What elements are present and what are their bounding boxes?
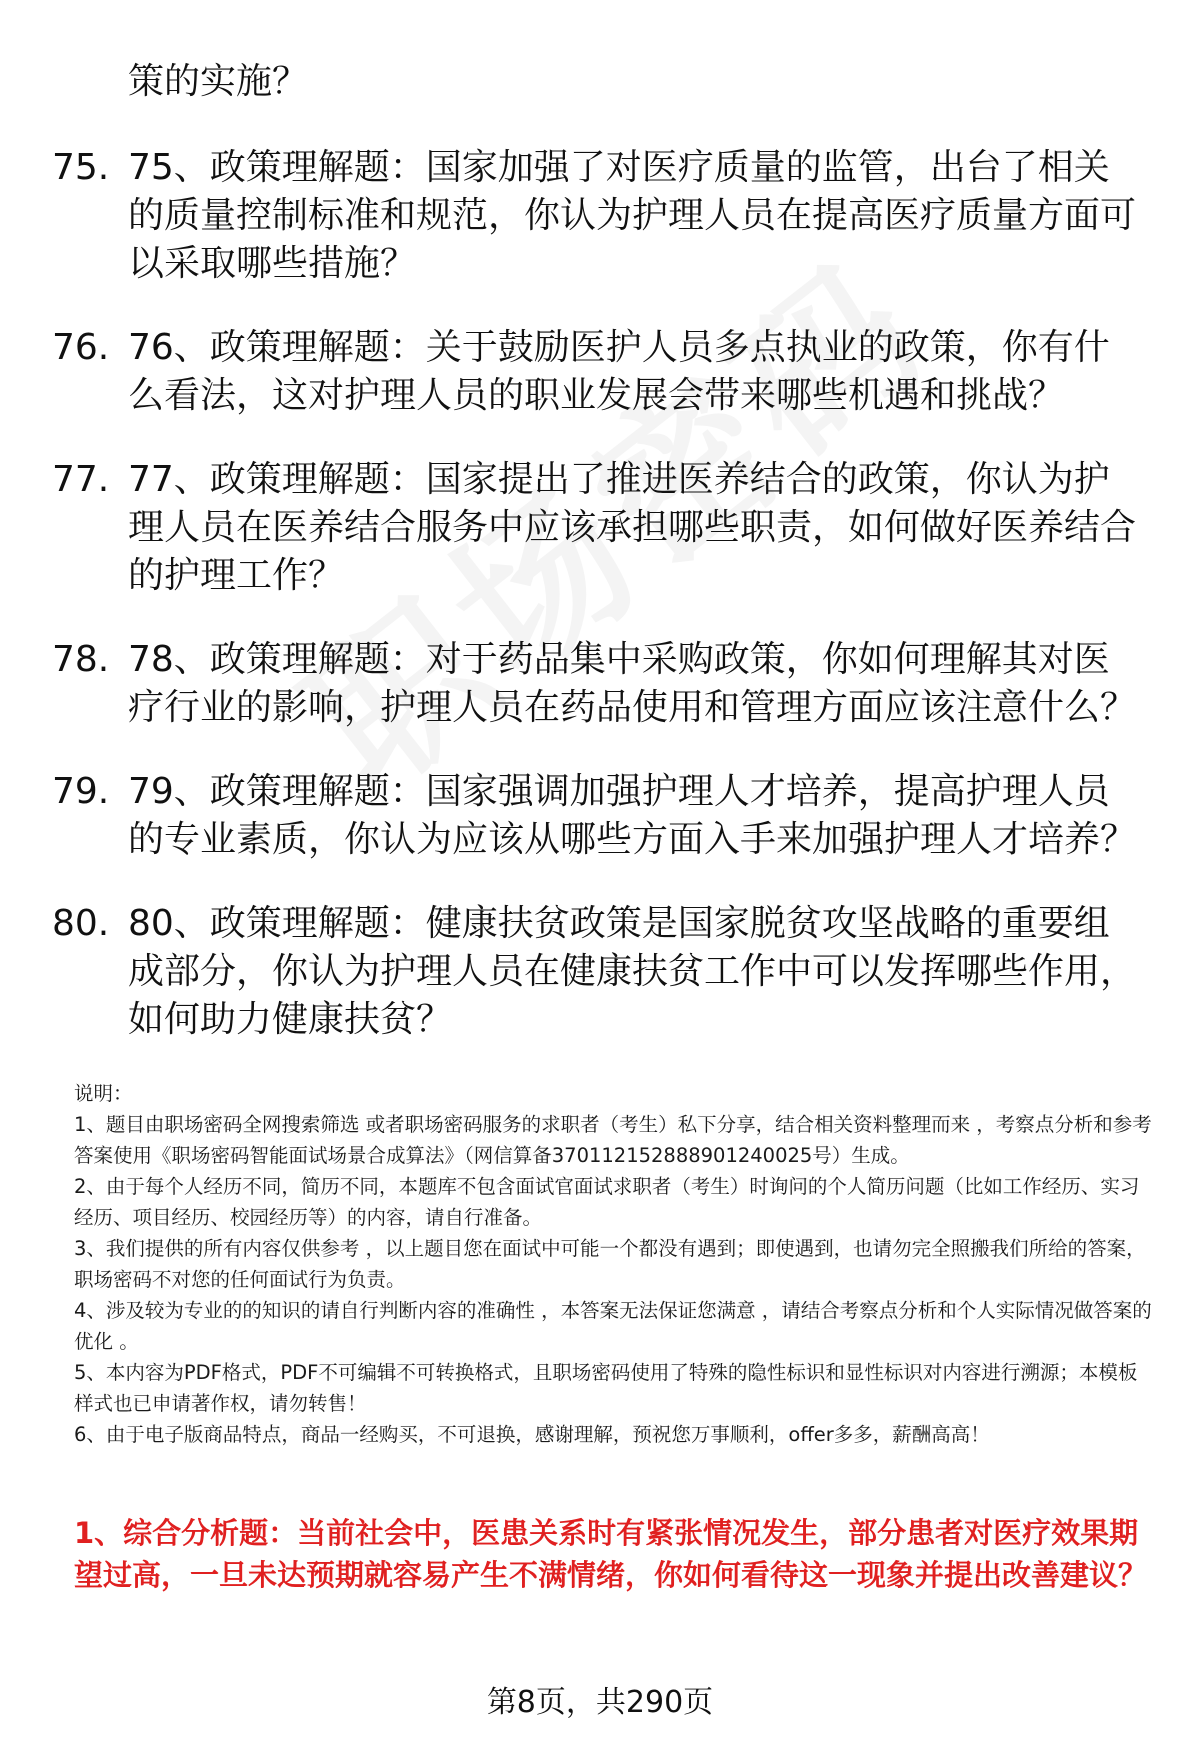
question-text: 80、政策理解题：健康扶贫政策是国家脱贫攻坚战略的重要组成部分，你认为护理人员在健康扶贫工作中可以发挥哪些作用，如何助力健康扶贫？ — [128, 903, 1137, 1040]
question-number: 80. — [52, 903, 110, 944]
question-text: 79、政策理解题：国家强调加强护理人才培养，提高护理人员的专业素质，你认为应该从哪些方面入手来加强护理人才培养？ — [128, 771, 1137, 860]
note-item: 4、涉及较为专业的的知识的请自行判断内容的准确性 ，本答案无法保证您满意 ，请结合考察点分析和个人实际情况做答案的优化 。 — [74, 1299, 1152, 1353]
question-number: 76. — [52, 327, 110, 368]
note-item: 6、由于电子版商品特点，商品一经购买，不可退换，感谢理解，预祝您万事顺利，offer多多，薪酬高高！ — [74, 1423, 990, 1446]
note-item: 3、我们提供的所有内容仅供参考 ，以上题目您在面试中可能一个都没有遇到；即使遇到，也请勿完全照搬我们所给的答案，职场密码不对您的任何面试行为负责。 — [74, 1237, 1146, 1291]
question-text: 76、政策理解题：关于鼓励医护人员多点执业的政策，你有什么看法，这对护理人员的职业发展会带来哪些机遇和挑战？ — [128, 327, 1110, 416]
continuation-text: 策的实施？ — [128, 61, 309, 102]
question-number: 78. — [52, 639, 110, 680]
question-item — [52, 144, 1142, 288]
highlight-question: 1、综合分析题：当前社会中，医患关系时有紧张情况发生，部分患者对医疗效果期望过高，一旦未达预期就容易产生不满情绪，你如何看待这一现象并提出改善建议？ — [74, 1516, 1148, 1592]
note-item: 1、题目由职场密码全网搜索筛选 或者职场密码服务的求职者（考生）私下分享，结合相关资料整理而来 ，考察点分析和参考答案使用《职场密码智能面试场景合成算法》（网信算备370112152888901240025号）生成。 — [74, 1113, 1152, 1167]
question-item — [52, 900, 1142, 1044]
question-number: 75. — [52, 147, 110, 188]
question-text: 77、政策理解题：国家提出了推进医养结合的政策，你认为护理人员在医养结合服务中应该承担哪些职责，如何做好医养结合的护理工作？ — [128, 459, 1137, 596]
question-list — [52, 144, 1142, 1080]
question-item — [52, 456, 1142, 600]
question-item — [52, 768, 1142, 864]
notes-section — [74, 1078, 1154, 1450]
question-text: 75、政策理解题：国家加强了对医疗质量的监管，出台了相关的质量控制标准和规范，你认为护理人员在提高医疗质量方面可以采取哪些措施？ — [128, 147, 1137, 284]
question-item — [52, 324, 1142, 420]
question-number: 79. — [52, 771, 110, 812]
page-footer: 第8页，共290页 — [486, 1685, 714, 1720]
question-number: 77. — [52, 459, 110, 500]
note-item: 2、由于每个人经历不同，简历不同，本题库不包含面试官面试求职者（考生）时询问的个人简历问题（比如工作经历、实习经历、项目经历、校园经历等）的内容，请自行准备。 — [74, 1175, 1140, 1229]
note-item: 5、本内容为PDF格式，PDF不可编辑不可转换格式，且职场密码使用了特殊的隐性标识和显性标识对内容进行溯源；本模板样式也已申请著作权，请勿转售！ — [74, 1361, 1138, 1415]
question-item — [52, 636, 1142, 732]
question-text: 78、政策理解题：对于药品集中采购政策，你如何理解其对医疗行业的影响，护理人员在药品使用和管理方面应该注意什么？ — [128, 639, 1137, 728]
notes-heading: 说明： — [74, 1082, 133, 1105]
